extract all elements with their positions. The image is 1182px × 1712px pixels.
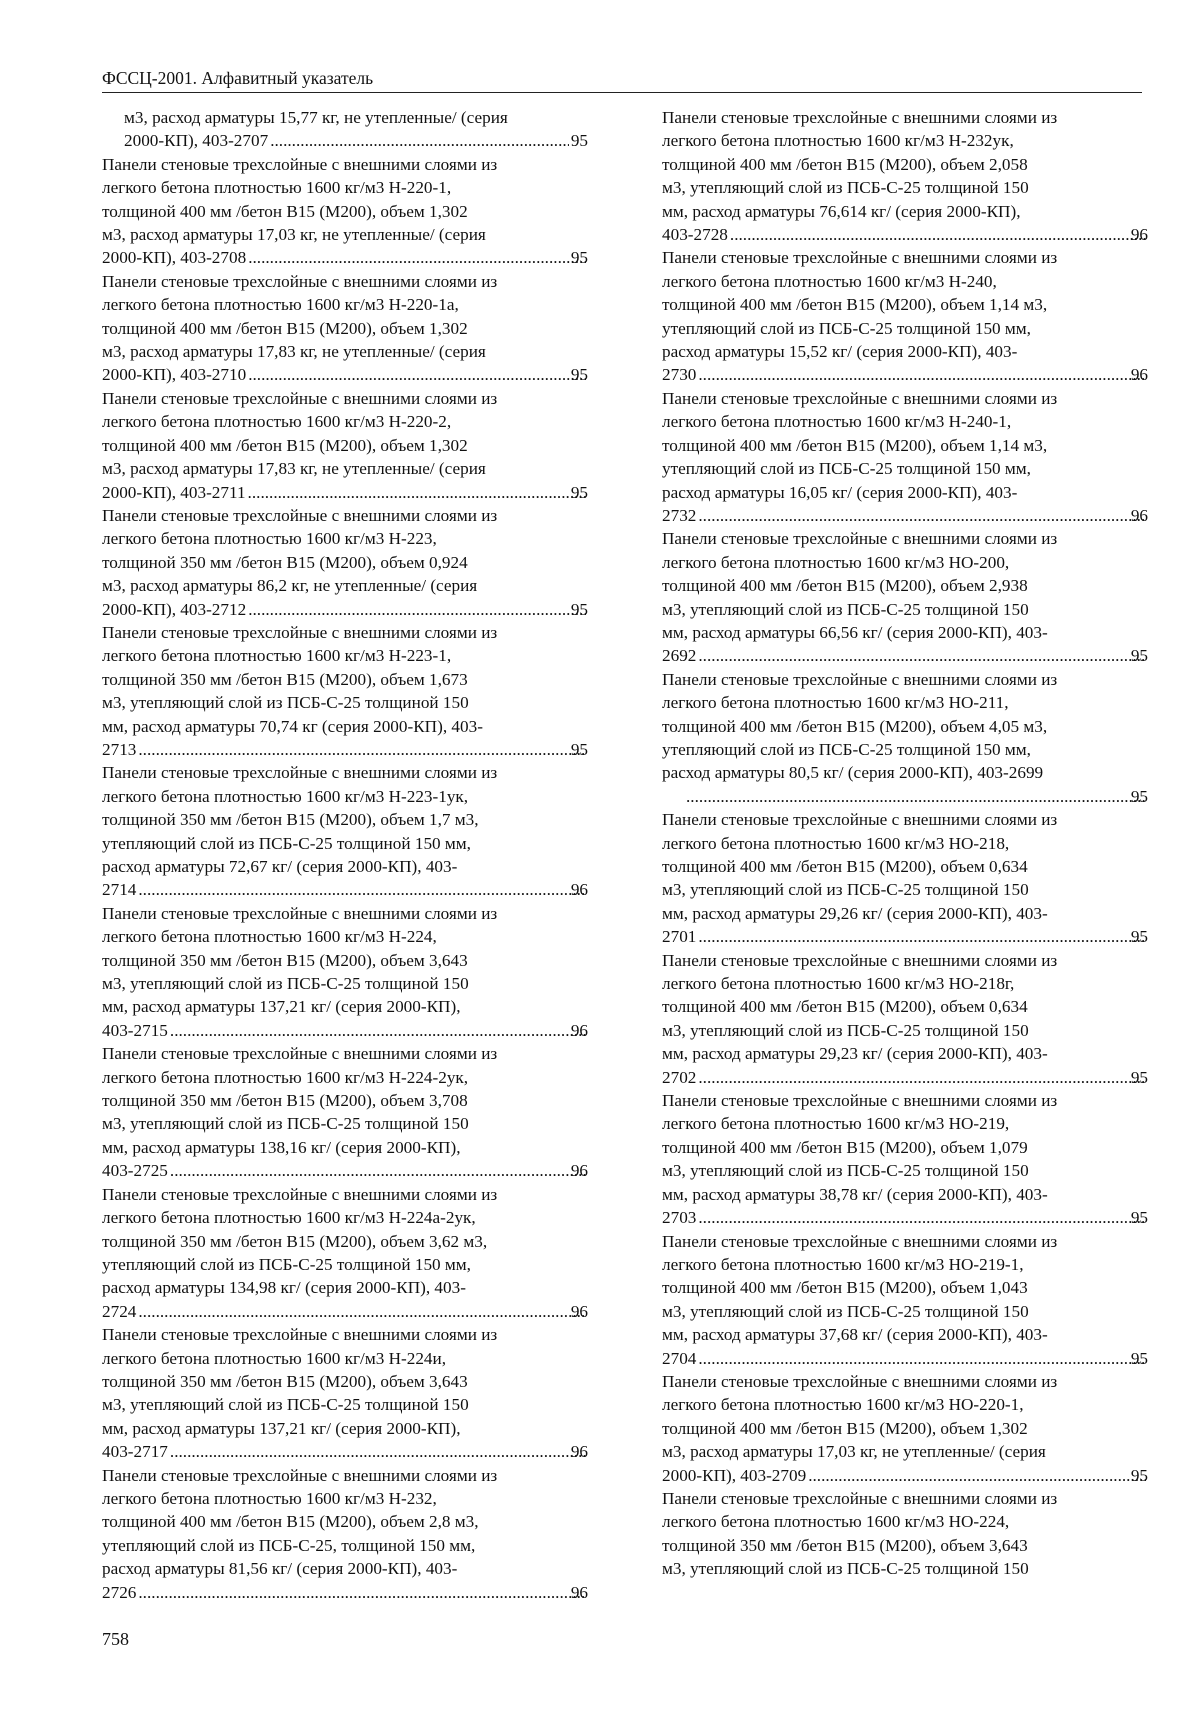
entry-line: легкого бетона плотностью 1600 кг/м3 Н-240,: [662, 271, 997, 291]
entry-line: Панели стеновые трехслойные с внешними слоями из: [662, 248, 1058, 268]
entry-line: мм, расход арматуры 66,56 кг/ (серия 2000-КП), 403-: [662, 622, 1048, 642]
entry-line: м3, расход арматуры 86,2 кг, не утепленные/ (серия: [102, 576, 478, 596]
entry-line: толщиной 400 мм /бетон В15 (М200), объем 2,058: [662, 154, 1028, 174]
dot-leader: [170, 1440, 586, 1463]
entry-line: легкого бетона плотностью 1600 кг/м3 Н-224,: [102, 927, 437, 947]
header-title: ФССЦ-2001. Алфавитный указатель: [102, 68, 374, 88]
entry-reference: 2692: [662, 646, 697, 666]
dot-leader: [248, 598, 586, 621]
entry-line: толщиной 400 мм /бетон В15 (М200), объем 2,8 м3,: [102, 1512, 479, 1532]
index-entry: [102, 621, 588, 761]
entry-reference-line: 2692 ..... 95: [684, 644, 1148, 667]
entry-reference: 2714: [102, 880, 137, 900]
entry-line: м3, расход арматуры 17,83 кг, не утепленные/ (серия: [102, 342, 486, 362]
entry-line: легкого бетона плотностью 1600 кг/м3 Н-223,: [102, 529, 437, 549]
entry-reference: 2703: [662, 1208, 697, 1228]
entry-line: расход арматуры 16,05 кг/ (серия 2000-КП), 403-: [662, 482, 1018, 502]
entry-line: утепляющий слой из ПСБ-С-25, толщиной 150 мм,: [102, 1535, 476, 1555]
entry-line: м3, утепляющий слой из ПСБ-С-25 толщиной 150: [662, 1559, 1029, 1579]
entry-line: толщиной 350 мм /бетон В15 (М200), объем 3,643: [102, 950, 468, 970]
index-entry: [102, 1183, 588, 1323]
entry-line: Панели стеновые трехслойные с внешними слоями из: [102, 505, 498, 525]
entry-reference: 2732: [662, 505, 697, 525]
entry-line: толщиной 400 мм /бетон В15 (М200), объем 1,14 м3,: [662, 295, 1048, 315]
entry-line: легкого бетона плотностью 1600 кг/м3 НО-220-1,: [662, 1395, 1024, 1415]
entry-line: Панели стеновые трехслойные с внешними слоями из: [662, 1371, 1058, 1391]
entry-line: мм, расход арматуры 70,74 кг (серия 2000-КП), 403-: [102, 716, 483, 736]
entry-line: толщиной 350 мм /бетон В15 (М200), объем 3,62 м3,: [102, 1231, 488, 1251]
entry-line: Панели стеновые трехслойные с внешними слоями из: [102, 1184, 498, 1204]
entry-line: мм, расход арматуры 138,16 кг/ (серия 2000-КП),: [102, 1137, 461, 1157]
index-entry: [662, 1487, 1148, 1581]
entry-line: Панели стеновые трехслойные с внешними слоями из: [662, 388, 1058, 408]
index-entry: [102, 387, 588, 504]
dot-leader: [270, 129, 569, 152]
entry-reference-line: 403-2717 ..... 96: [124, 1440, 588, 1463]
entry-line: утепляющий слой из ПСБ-С-25 толщиной 150 мм,: [662, 459, 1031, 479]
entry-reference: 2000-КП), 403-2708: [102, 248, 247, 268]
entry-line: толщиной 400 мм /бетон В15 (М200), объем 1,302: [662, 1418, 1028, 1438]
entry-line: мм, расход арматуры 29,26 кг/ (серия 2000-КП), 403-: [662, 903, 1048, 923]
index-entry: [662, 1370, 1148, 1487]
entry-line: мм, расход арматуры 38,78 кг/ (серия 2000-КП), 403-: [662, 1184, 1048, 1204]
entry-line: расход арматуры 15,52 кг/ (серия 2000-КП), 403-: [662, 342, 1018, 362]
entry-line: м3, утепляющий слой из ПСБ-С-25 толщиной 150: [662, 1301, 1029, 1321]
entry-line: толщиной 400 мм /бетон В15 (М200), объем 1,14 м3,: [662, 435, 1048, 455]
entry-reference: 2702: [662, 1067, 697, 1087]
entry-reference-line: 403-2715 ..... 96: [124, 1019, 588, 1042]
entry-reference: 2724: [102, 1301, 137, 1321]
entry-reference-line: ..... 95: [684, 785, 1148, 808]
entry-line: легкого бетона плотностью 1600 кг/м3 Н-224а-2ук,: [102, 1208, 476, 1228]
entry-reference: 403-2715: [102, 1020, 168, 1040]
entry-line: легкого бетона плотностью 1600 кг/м3 Н-220-1,: [102, 178, 452, 198]
running-header: [102, 66, 1142, 93]
entry-line: легкого бетона плотностью 1600 кг/м3 Н-232,: [102, 1488, 437, 1508]
dot-leader: [698, 644, 1146, 667]
entry-line: легкого бетона плотностью 1600 кг/м3 НО-219-1,: [662, 1254, 1024, 1274]
entry-line: легкого бетона плотностью 1600 кг/м3 Н-220-2,: [102, 412, 452, 432]
index-entry: [102, 1323, 588, 1463]
entry-line: м3, утепляющий слой из ПСБ-С-25 толщиной 150: [102, 974, 469, 994]
dot-leader: [170, 1159, 586, 1182]
entry-line: утепляющий слой из ПСБ-С-25 толщиной 150 мм,: [662, 739, 1031, 759]
entry-line: Панели стеновые трехслойные с внешними слоями из: [102, 271, 498, 291]
index-entry: [102, 153, 588, 270]
entry-line: расход арматуры 134,98 кг/ (серия 2000-КП), 403-: [102, 1278, 466, 1298]
entry-line: м3, утепляющий слой из ПСБ-С-25 толщиной 150: [662, 880, 1029, 900]
entry-line: Панели стеновые трехслойные с внешними слоями из: [102, 903, 498, 923]
dot-leader: [698, 1066, 1146, 1089]
entry-reference-line: 403-2728 ..... 96: [684, 223, 1148, 246]
entry-line: Панели стеновые трехслойные с внешними слоями из: [102, 1465, 498, 1485]
entry-line: толщиной 350 мм /бетон В15 (М200), объем 3,708: [102, 1091, 468, 1111]
entry-line: легкого бетона плотностью 1600 кг/м3 НО-218,: [662, 833, 1010, 853]
entry-line: толщиной 400 мм /бетон В15 (М200), объем 1,302: [102, 435, 468, 455]
entry-line: легкого бетона плотностью 1600 кг/м3 Н-220-1а,: [102, 295, 459, 315]
entry-line: толщиной 400 мм /бетон В15 (М200), объем 1,302: [102, 318, 468, 338]
entry-line: толщиной 400 мм /бетон В15 (М200), объем 4,05 м3,: [662, 716, 1048, 736]
entry-reference: 2726: [102, 1582, 137, 1602]
entry-reference: 2713: [102, 739, 137, 759]
index-column-left: [102, 106, 588, 1604]
dot-leader: [698, 504, 1146, 527]
entry-reference: 2000-КП), 403-2712: [102, 599, 247, 619]
entry-reference-line: 2703 ..... 95: [684, 1206, 1148, 1229]
entry-reference-line: 2702 ..... 95: [684, 1066, 1148, 1089]
dot-leader: [138, 738, 586, 761]
entry-reference: 2701: [662, 927, 697, 947]
entry-reference: 2730: [662, 365, 697, 385]
entry-line: мм, расход арматуры 37,68 кг/ (серия 2000-КП), 403-: [662, 1325, 1048, 1345]
entry-reference-line: 2730 ..... 96: [684, 363, 1148, 386]
entry-line: легкого бетона плотностью 1600 кг/м3 НО-224,: [662, 1512, 1010, 1532]
entry-reference-line: 2726 ..... 96: [124, 1581, 588, 1604]
entry-line: Панели стеновые трехслойные с внешними слоями из: [102, 622, 498, 642]
entry-line: м3, утепляющий слой из ПСБ-С-25 толщиной 150: [662, 599, 1029, 619]
entry-line: м3, утепляющий слой из ПСБ-С-25 толщиной 150: [662, 1161, 1029, 1181]
entry-line: Панели стеновые трехслойные с внешними слоями из: [662, 950, 1058, 970]
index-entry: [102, 761, 588, 901]
entry-line: расход арматуры 81,56 кг/ (серия 2000-КП), 403-: [102, 1559, 458, 1579]
entry-line: толщиной 400 мм /бетон В15 (М200), объем 2,938: [662, 576, 1028, 596]
entry-line: утепляющий слой из ПСБ-С-25 толщиной 150 мм,: [102, 1254, 471, 1274]
entry-reference: 2000-КП), 403-2707: [124, 131, 269, 151]
index-entry: [102, 1042, 588, 1182]
dot-leader: [698, 363, 1146, 386]
entry-line: толщиной 400 мм /бетон В15 (М200), объем 1,302: [102, 201, 468, 221]
entry-line: легкого бетона плотностью 1600 кг/м3 Н-224и,: [102, 1348, 447, 1368]
entry-line: м3, утепляющий слой из ПСБ-С-25 толщиной 150: [662, 1020, 1029, 1040]
entry-reference-line: 2714 ..... 96: [124, 878, 588, 901]
entry-line: Панели стеновые трехслойные с внешними слоями из: [102, 154, 498, 174]
dot-leader: [138, 1300, 586, 1323]
entry-line: толщиной 400 мм /бетон В15 (М200), объем 1,079: [662, 1137, 1028, 1157]
entry-line: Панели стеновые трехслойные с внешними слоями из: [662, 108, 1058, 127]
index-entry: [662, 1089, 1148, 1229]
entry-reference: 403-2728: [662, 225, 728, 245]
entry-line: м3, расход арматуры 17,03 кг, не утепленные/ (серия: [102, 225, 486, 245]
index-entry: [102, 504, 588, 621]
entry-reference-line: 2701 ..... 95: [684, 925, 1148, 948]
entry-reference: 2000-КП), 403-2710: [102, 365, 247, 385]
entry-reference-line: 2000-КП), 403-2708 ..... 95: [124, 246, 588, 269]
dot-leader: [808, 1464, 1146, 1487]
entry-reference: 2000-КП), 403-2709: [662, 1465, 807, 1485]
entry-line: толщиной 350 мм /бетон В15 (М200), объем 3,643: [662, 1535, 1028, 1555]
entry-line: мм, расход арматуры 76,614 кг/ (серия 2000-КП),: [662, 201, 1021, 221]
entry-line: толщиной 350 мм /бетон В15 (М200), объем 1,673: [102, 669, 468, 689]
dot-leader: [138, 878, 586, 901]
entry-reference: 403-2717: [102, 1442, 168, 1462]
entry-line: Панели стеновые трехслойные с внешними слоями из: [102, 1325, 498, 1345]
dot-leader: [248, 246, 586, 269]
entry-reference-line: 2000-КП), 403-2710 ..... 95: [124, 363, 588, 386]
entry-line: Панели стеновые трехслойные с внешними слоями из: [102, 388, 498, 408]
entry-reference-line: 2000-КП), 403-2712 ..... 95: [124, 598, 588, 621]
entry-reference: 403-2725: [102, 1161, 168, 1181]
dot-leader: [698, 925, 1146, 948]
entry-line: легкого бетона плотностью 1600 кг/м3 Н-224-2ук,: [102, 1067, 469, 1087]
entry-line: легкого бетона плотностью 1600 кг/м3 Н-232ук,: [662, 131, 1014, 151]
index-entry: [102, 106, 588, 153]
entry-line: мм, расход арматуры 29,23 кг/ (серия 2000-КП), 403-: [662, 1044, 1048, 1064]
index-entry: [662, 808, 1148, 948]
entry-line: легкого бетона плотностью 1600 кг/м3 Н-223-1ук,: [102, 786, 469, 806]
entry-line: Панели стеновые трехслойные с внешними слоями из: [662, 529, 1058, 549]
entry-line: м3, расход арматуры 15,77 кг, не утепленные/ (серия: [124, 108, 508, 127]
entry-line: Панели стеновые трехслойные с внешними слоями из: [102, 1044, 498, 1064]
dot-leader: [698, 1206, 1146, 1229]
entry-line: мм, расход арматуры 137,21 кг/ (серия 2000-КП),: [102, 1418, 461, 1438]
entry-reference-line: 2713 ..... 95: [124, 738, 588, 761]
entry-line: м3, утепляющий слой из ПСБ-С-25 толщиной 150: [102, 1114, 469, 1134]
entry-line: Панели стеновые трехслойные с внешними слоями из: [662, 669, 1058, 689]
entry-reference: 2000-КП), 403-2711: [102, 482, 246, 502]
entry-line: толщиной 400 мм /бетон В15 (М200), объем 0,634: [662, 997, 1028, 1017]
index-entry: [102, 270, 588, 387]
entry-line: толщиной 400 мм /бетон В15 (М200), объем 1,043: [662, 1278, 1028, 1298]
entry-line: легкого бетона плотностью 1600 кг/м3 Н-223-1,: [102, 646, 452, 666]
entry-line: Панели стеновые трехслойные с внешними слоями из: [662, 1488, 1058, 1508]
dot-leader: [248, 481, 586, 504]
entry-line: Панели стеновые трехслойные с внешними слоями из: [662, 810, 1058, 830]
entry-reference-line: [124, 129, 588, 152]
entry-line: м3, утепляющий слой из ПСБ-С-25 толщиной 150: [662, 178, 1029, 198]
entry-line: утепляющий слой из ПСБ-С-25 толщиной 150 мм,: [662, 318, 1031, 338]
entry-line: легкого бетона плотностью 1600 кг/м3 Н-240-1,: [662, 412, 1012, 432]
entry-reference-line: 2704 ..... 95: [684, 1347, 1148, 1370]
entry-line: мм, расход арматуры 137,21 кг/ (серия 2000-КП),: [102, 997, 461, 1017]
entry-line: легкого бетона плотностью 1600 кг/м3 НО-211,: [662, 693, 1009, 713]
index-entry: [102, 902, 588, 1042]
entry-line: Панели стеновые трехслойные с внешними слоями из: [662, 1231, 1058, 1251]
entry-line: толщиной 350 мм /бетон В15 (М200), объем 0,924: [102, 552, 468, 572]
entry-line: м3, утепляющий слой из ПСБ-С-25 толщиной 150: [102, 693, 469, 713]
entry-line: толщиной 350 мм /бетон В15 (М200), объем 1,7 м3,: [102, 810, 479, 830]
index-entry: [662, 1230, 1148, 1370]
entry-line: толщиной 400 мм /бетон В15 (М200), объем 0,634: [662, 857, 1028, 876]
index-entry: [662, 106, 1148, 246]
entry-line: толщиной 350 мм /бетон В15 (М200), объем 3,643: [102, 1371, 468, 1391]
entry-line: м3, утепляющий слой из ПСБ-С-25 толщиной 150: [102, 1395, 469, 1415]
dot-leader: [138, 1581, 586, 1604]
entry-line: легкого бетона плотностью 1600 кг/м3 НО-218г,: [662, 974, 1015, 994]
entry-line: Панели стеновые трехслойные с внешними слоями из: [662, 1091, 1058, 1111]
index-entry: [102, 1464, 588, 1604]
entry-line: легкого бетона плотностью 1600 кг/м3 НО-200,: [662, 552, 1010, 572]
entry-line: Панели стеновые трехслойные с внешними слоями из: [102, 763, 498, 783]
dot-leader: [730, 223, 1146, 246]
dot-leader: [686, 785, 1146, 808]
entry-reference-line: 2000-КП), 403-2711 ..... 95: [124, 481, 588, 504]
dot-leader: [170, 1019, 586, 1042]
dot-leader: [698, 1347, 1146, 1370]
entry-reference-line: 2724 ..... 96: [124, 1300, 588, 1323]
entry-reference-line: 2732 ..... 96: [684, 504, 1148, 527]
index-entry: [662, 527, 1148, 667]
index-column-right: [662, 106, 1148, 1581]
entry-page-number: 95: [570, 131, 588, 151]
entry-line: м3, расход арматуры 17,83 кг, не утепленные/ (серия: [102, 459, 486, 479]
entry-reference-line: 403-2725 ..... 96: [124, 1159, 588, 1182]
entry-line: утепляющий слой из ПСБ-С-25 толщиной 150 мм,: [102, 833, 471, 853]
index-entry: [662, 668, 1148, 808]
entry-reference: 2704: [662, 1348, 697, 1368]
index-entry: [662, 246, 1148, 386]
index-entry: [662, 949, 1148, 1089]
entry-line: м3, расход арматуры 17,03 кг, не утепленные/ (серия: [662, 1442, 1046, 1462]
entry-line: расход арматуры 80,5 кг/ (серия 2000-КП), 403-2699: [662, 763, 1044, 783]
page-number: 758: [102, 1629, 129, 1649]
entry-line: расход арматуры 72,67 кг/ (серия 2000-КП), 403-: [102, 857, 458, 876]
entry-line: легкого бетона плотностью 1600 кг/м3 НО-219,: [662, 1114, 1010, 1134]
dot-leader: [248, 363, 586, 386]
index-entry: [662, 387, 1148, 527]
entry-reference-line: 2000-КП), 403-2709 ..... 95: [684, 1464, 1148, 1487]
